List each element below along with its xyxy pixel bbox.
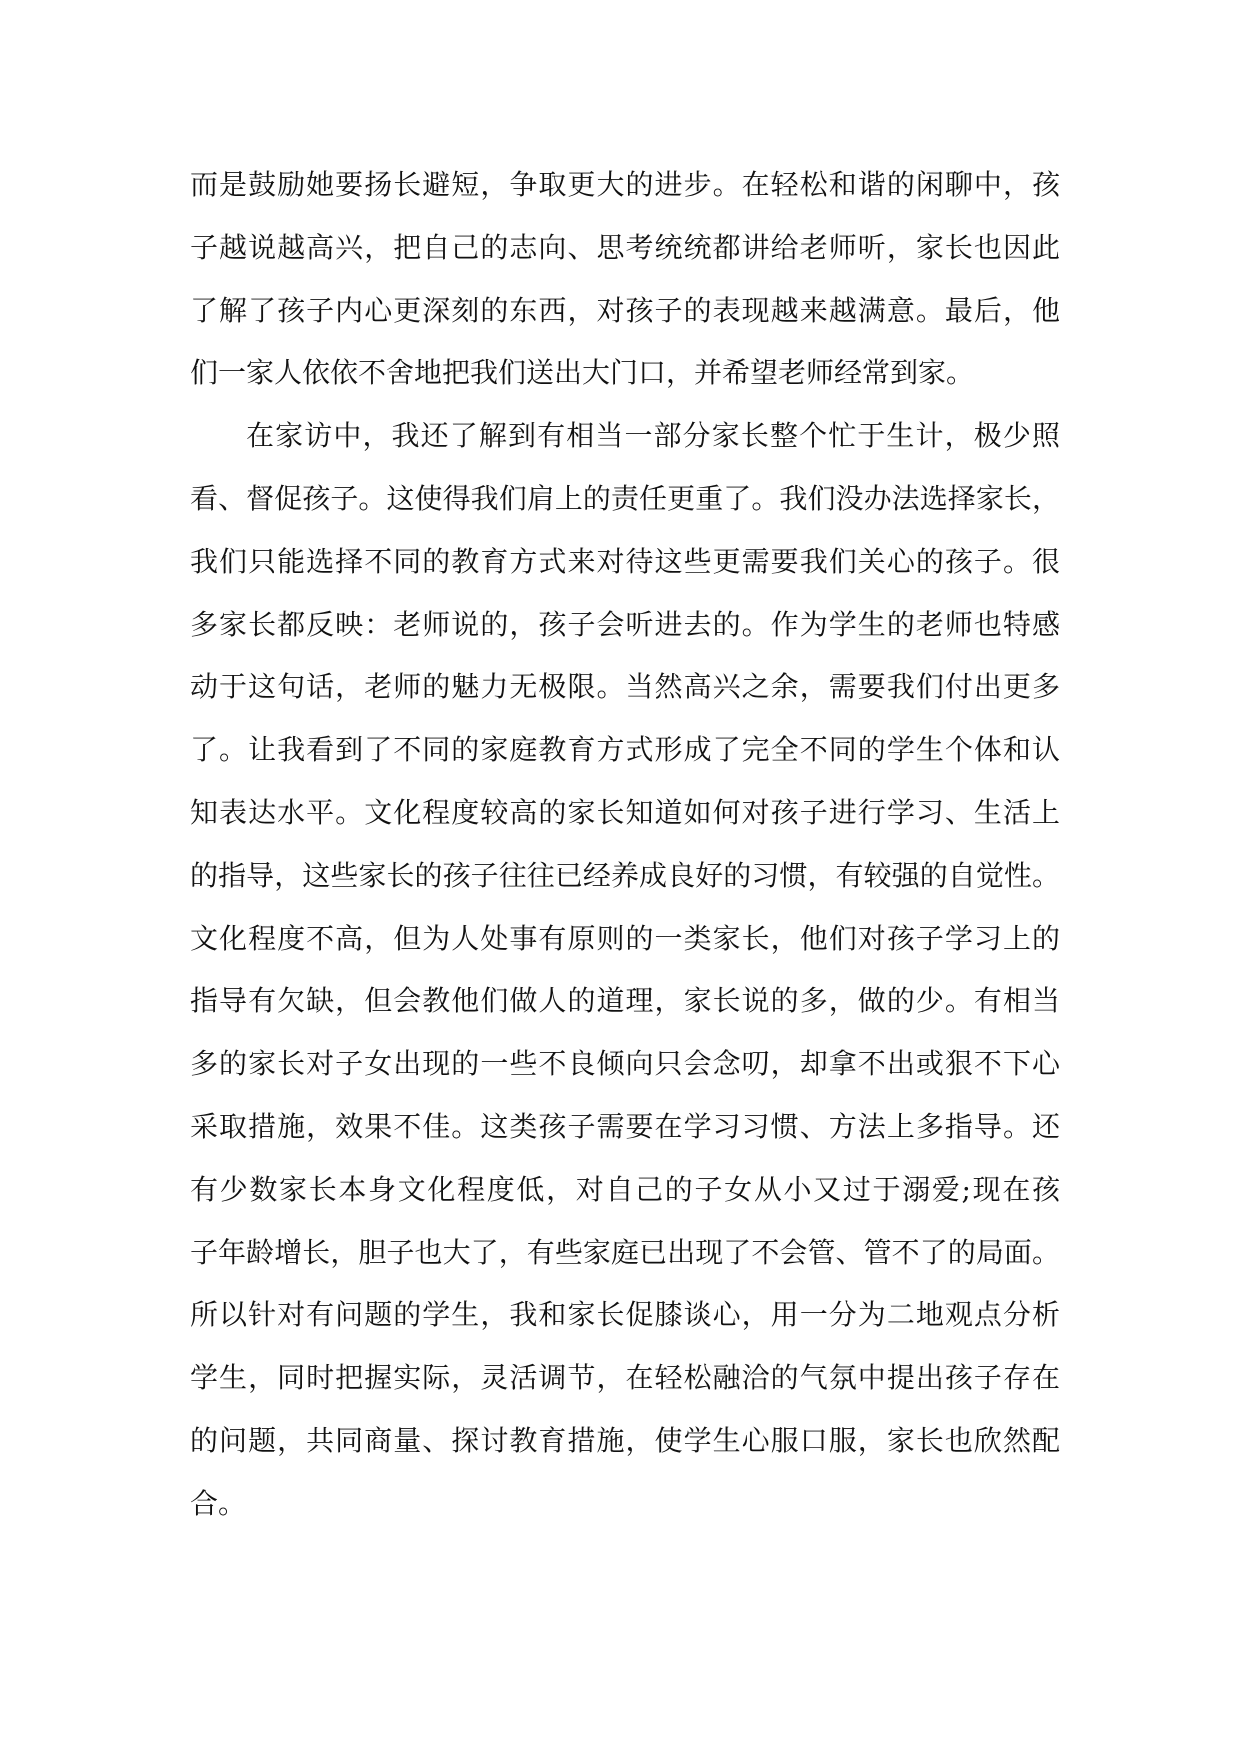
body-text (190, 154, 1060, 1536)
text-line-12: 的指导，这些家长的孩子往往已经养成良好的习惯，有较强的自觉性。 (190, 858, 1060, 892)
text-line-20: 学生，同时把握实际，灵活调节，在轻松融洽的气氛中提出孩子存在 (190, 1361, 1060, 1395)
text-line-17: 有少数家长本身文化程度低，对自己的子女从小又过于溺爱;现在孩 (190, 1172, 1060, 1206)
text-line-11: 知表达水平。文化程度较高的家长知道如何对孩子进行学习、生活上 (190, 795, 1060, 829)
text-line-6: 看、督促孩子。这使得我们肩上的责任更重了。我们没办法选择家长， (190, 481, 1060, 515)
text-line-21: 的问题，共同商量、探讨教育措施，使学生心服口服，家长也欣然配 (190, 1423, 1060, 1457)
text-line-18: 子年龄增长，胆子也大了，有些家庭已出现了不会管、管不了的局面。 (190, 1235, 1060, 1269)
text-line-14: 指导有欠缺，但会教他们做人的道理，家长说的多，做的少。有相当 (190, 984, 1060, 1018)
text-line-16: 采取措施，效果不佳。这类孩子需要在学习习惯、方法上多指导。还 (190, 1109, 1060, 1143)
text-line-9: 动于这句话，老师的魅力无极限。当然高兴之余，需要我们付出更多 (190, 670, 1060, 704)
text-line-22: 合。 (190, 1486, 247, 1520)
text-line-19: 所以针对有问题的学生，我和家长促膝谈心，用一分为二地观点分析 (190, 1298, 1060, 1332)
text-line-3: 了解了孩子内心更深刻的东西，对孩子的表现越来越满意。最后，他 (190, 293, 1060, 327)
text-line-15: 多的家长对子女出现的一些不良倾向只会念叨，却拿不出或狠不下心 (190, 1047, 1060, 1081)
text-line-5: 在家访中，我还了解到有相当一部分家长整个忙于生计，极少照 (246, 419, 1060, 453)
text-line-4: 们一家人依依不舍地把我们送出大门口，并希望老师经常到家。 (190, 356, 975, 390)
text-line-8: 多家长都反映：老师说的，孩子会听进去的。作为学生的老师也特感 (190, 607, 1060, 641)
text-line-10: 了。让我看到了不同的家庭教育方式形成了完全不同的学生个体和认 (190, 733, 1060, 767)
text-line-1: 而是鼓励她要扬长避短，争取更大的进步。在轻松和谐的闲聊中，孩 (190, 168, 1060, 201)
text-line-7: 我们只能选择不同的教育方式来对待这些更需要我们关心的孩子。很 (190, 544, 1060, 578)
text-line-13: 文化程度不高，但为人处事有原则的一类家长，他们对孩子学习上的 (190, 921, 1060, 955)
text-line-2: 子越说越高兴，把自己的志向、思考统统都讲给老师听，家长也因此 (190, 230, 1060, 264)
